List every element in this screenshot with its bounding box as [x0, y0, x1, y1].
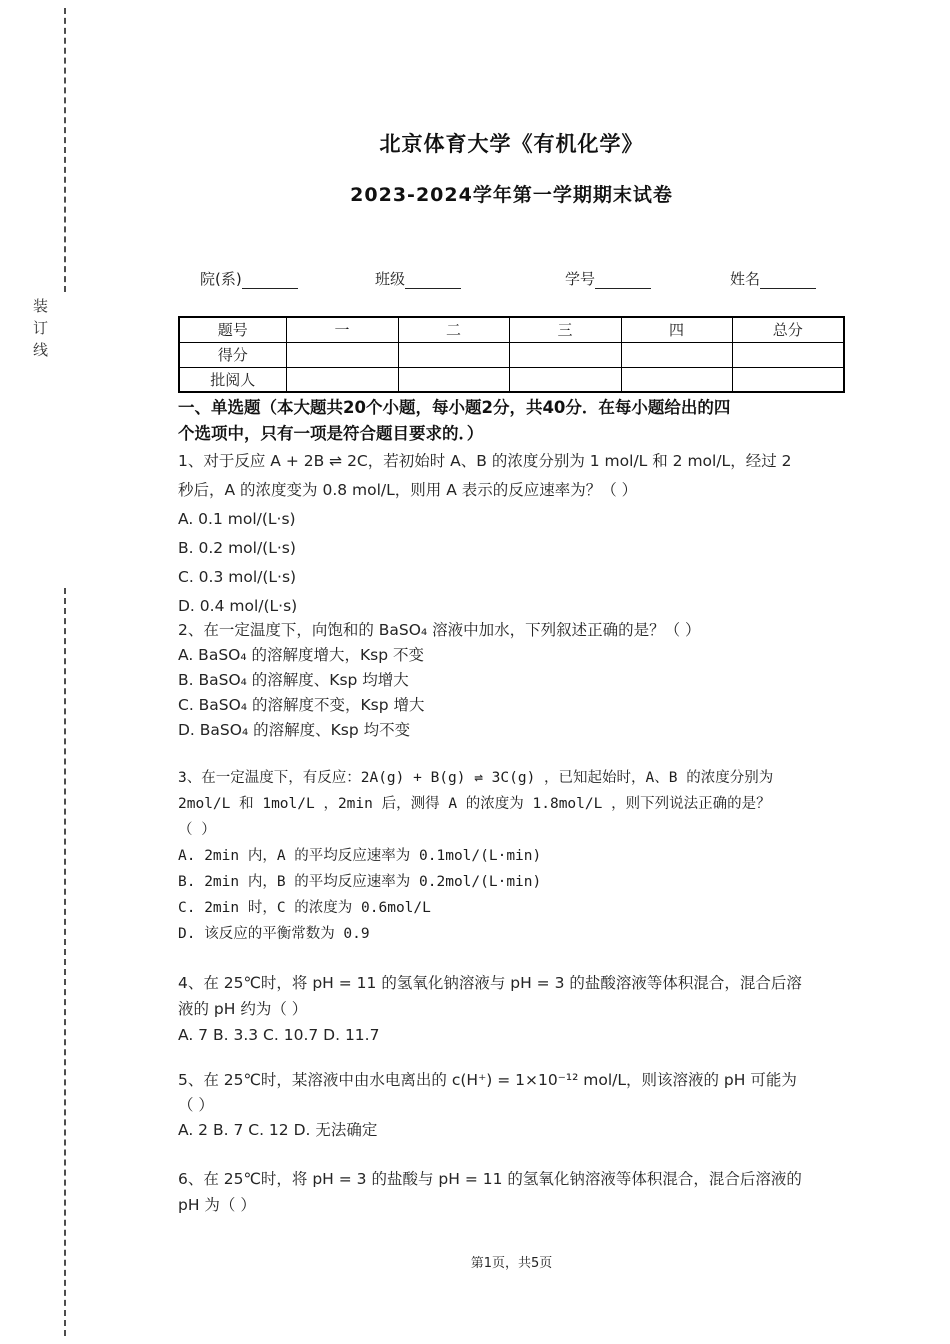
question-6	[178, 1166, 845, 1218]
score-cell	[398, 367, 509, 392]
score-cell	[732, 367, 844, 392]
score-table-header-row	[179, 317, 844, 342]
field-student-id-label: 学号	[565, 270, 596, 288]
score-header-cell: 四	[621, 317, 732, 342]
field-department-blank	[242, 274, 298, 289]
question-3-option-b: B. 2min 内，B 的平均反应速率为 0.2mol/(L·min)	[178, 874, 542, 890]
score-cell	[398, 342, 509, 367]
question-4	[178, 970, 845, 1048]
question-1-option-a: A. 0.1 mol/(L·s)	[178, 510, 296, 528]
score-row	[179, 342, 844, 367]
score-header-cell: 二	[398, 317, 509, 342]
question-5	[178, 1068, 845, 1143]
student-info-row	[178, 268, 845, 290]
field-class-label: 班级	[375, 270, 406, 288]
question-5-stem-line: （ ）	[178, 1096, 214, 1114]
field-class-blank	[405, 274, 461, 289]
field-class	[375, 268, 461, 289]
question-1-stem-line: 秒后，A 的浓度变为 0.8 mol/L，则用 A 表示的反应速率为？（ ）	[178, 481, 638, 499]
binding-dashed-line-bottom	[64, 588, 66, 1336]
score-cell	[509, 367, 621, 392]
score-cell	[621, 342, 732, 367]
question-3-option-d: D. 该反应的平衡常数为 0.9	[178, 926, 370, 942]
question-1	[178, 447, 845, 621]
score-cell	[286, 342, 398, 367]
binding-line-label: 装订线	[31, 298, 49, 364]
question-2-option-b: B. BaSO₄ 的溶解度、Ksp 均增大	[178, 671, 409, 689]
question-3-stem-line: 3、在一定温度下，有反应：2A(g) + B(g) ⇌ 3C(g) ，已知起始时，A、B 的浓度分别为	[178, 770, 774, 786]
score-header-cell: 一	[286, 317, 398, 342]
page-content	[178, 0, 845, 1344]
score-cell	[621, 367, 732, 392]
question-3-option-c: C. 2min 时，C 的浓度为 0.6mol/L	[178, 900, 431, 916]
question-4-stem-line: 4、在 25℃时，将 pH = 11 的氢氧化钠溶液与 pH = 3 的盐酸溶液等体积混合，混合后溶	[178, 974, 802, 992]
field-department-label: 院(系)	[200, 270, 242, 288]
score-header-cell: 三	[509, 317, 621, 342]
question-3-stem-line: 2mol/L 和 1mol/L ，2min 后，测得 A 的浓度为 1.8mol/L ，则下列说法正确的是？	[178, 796, 771, 812]
field-department	[200, 268, 298, 289]
question-3-stem-line: （ ）	[178, 822, 216, 838]
field-student-id	[565, 268, 651, 289]
score-header-cell: 总分	[732, 317, 844, 342]
question-2	[178, 618, 845, 743]
score-cell	[509, 342, 621, 367]
field-student-id-blank	[595, 274, 651, 289]
page-footer: 第1页，共5页	[470, 1256, 553, 1271]
section-heading-line: 一、单选题（本大题共20个小题，每小题2分，共40分．在每小题给出的四	[178, 398, 731, 417]
question-2-option-a: A. BaSO₄ 的溶解度增大，Ksp 不变	[178, 646, 425, 664]
question-1-stem-line: 1、对于反应 A + 2B ⇌ 2C，若初始时 A、B 的浓度分别为 1 mol/L 和 2 mol/L，经过 2	[178, 452, 792, 470]
score-row-label: 得分	[179, 342, 286, 367]
question-1-option-c: C. 0.3 mol/(L·s)	[178, 568, 297, 586]
question-4-stem-line: 液的 pH 约为（ ）	[178, 1000, 308, 1018]
question-5-options: A. 2 B. 7 C. 12 D. 无法确定	[178, 1121, 378, 1139]
binding-dashed-line-top	[64, 8, 66, 292]
question-1-option-b: B. 0.2 mol/(L·s)	[178, 539, 296, 557]
field-name-blank	[760, 274, 816, 289]
question-4-options: A. 7 B. 3.3 C. 10.7 D. 11.7	[178, 1026, 380, 1044]
question-3	[178, 765, 845, 947]
score-cell	[732, 342, 844, 367]
question-1-option-d: D. 0.4 mol/(L·s)	[178, 597, 298, 615]
exam-title: 北京体育大学《有机化学》	[379, 132, 644, 156]
reviewer-row	[179, 367, 844, 392]
question-6-stem-line: pH 为（ ）	[178, 1196, 256, 1214]
score-header-cell: 题号	[179, 317, 286, 342]
question-5-stem-line: 5、在 25℃时，某溶液中由水电离出的 c(H⁺) = 1×10⁻¹² mol/L，则该溶液的 pH 可能为	[178, 1071, 797, 1089]
section-heading	[178, 395, 845, 447]
exam-subtitle: 2023-2024学年第一学期期末试卷	[350, 184, 673, 206]
question-6-stem-line: 6、在 25℃时，将 pH = 3 的盐酸与 pH = 11 的氢氧化钠溶液等体积混合，混合后溶液的	[178, 1170, 802, 1188]
score-table	[178, 316, 845, 393]
field-name	[730, 268, 816, 289]
score-cell	[286, 367, 398, 392]
question-2-option-d: D. BaSO₄ 的溶解度、Ksp 均不变	[178, 721, 411, 739]
question-2-option-c: C. BaSO₄ 的溶解度不变，Ksp 增大	[178, 696, 425, 714]
question-3-option-a: A. 2min 内，A 的平均反应速率为 0.1mol/(L·min)	[178, 848, 542, 864]
field-name-label: 姓名	[730, 270, 761, 288]
question-2-stem-line: 2、在一定温度下，向饱和的 BaSO₄ 溶液中加水，下列叙述正确的是？（ ）	[178, 621, 701, 639]
section-heading-line: 个选项中，只有一项是符合题目要求的．）	[178, 424, 484, 443]
reviewer-row-label: 批阅人	[179, 367, 286, 392]
